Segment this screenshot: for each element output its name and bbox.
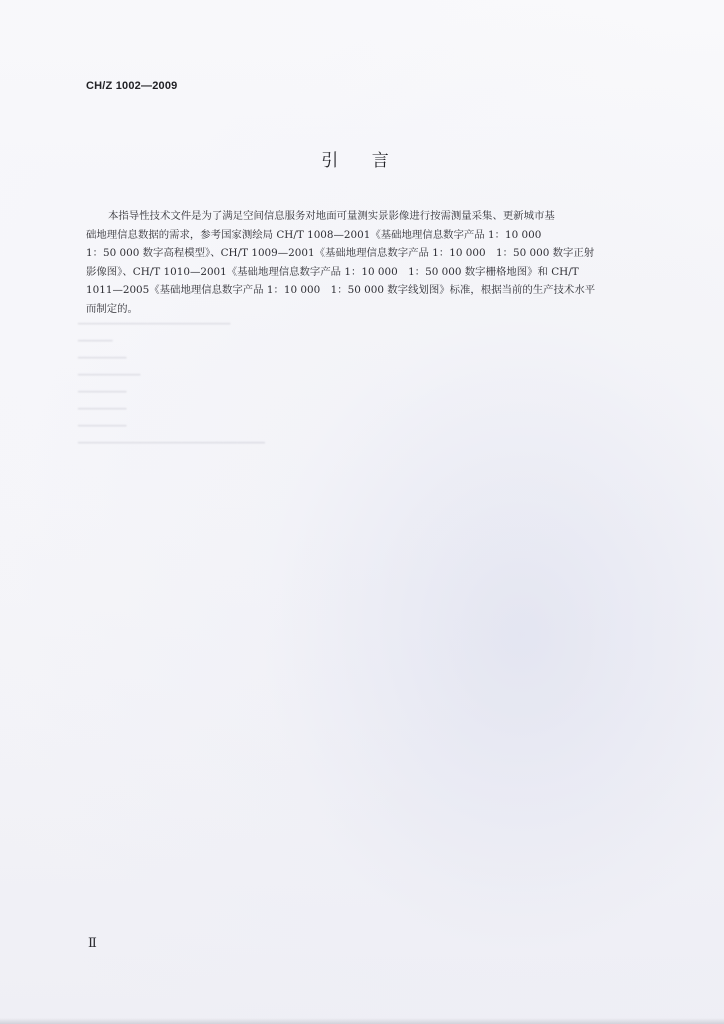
page-number: Ⅱ	[88, 935, 97, 950]
body-paragraph	[86, 207, 666, 319]
body-line: 础地理信息数据的需求，参考国家测绘局 CH/T 1008—2001《基础地理信息数字产品 1：10 000	[86, 228, 542, 241]
body-line: 1：50 000 数字高程模型》、CH/T 1009—2001《基础地理信息数字产品 1：10 000 1：50 000 数字正射	[86, 247, 595, 260]
body-line: 本指导性技术文件是为了满足空间信息服务对地面可量测实景影像进行按需测量采集、更新城市基	[108, 210, 555, 222]
body-line: 而制定的。	[86, 302, 138, 315]
body-line: 1011—2005《基础地理信息数字产品 1：10 000 1：50 000 数字线划图》标准，根据当前的生产技术水平	[86, 284, 596, 297]
bleed-through-shadow: ▁▁▁▁▁▁▁▁▁▁▁▁▁▁▁▁▁▁▁▁▁▁ ▁▁▁▁▁ ▁▁▁▁▁▁▁ ▁▁▁▁▁▁▁▁▁ ▁▁▁▁▁▁▁ ▁▁▁▁▁▁▁ ▁▁▁▁▁▁▁ ▁▁▁▁▁▁▁▁▁▁▁▁▁▁▁▁▁▁▁▁▁▁▁▁▁▁▁	[78, 315, 265, 444]
section-title: 引 言	[321, 151, 403, 171]
body-line: 影像图》、CH/T 1010—2001《基础地理信息数字产品 1：10 000 1：50 000 数字栅格地图》和 CH/T	[86, 265, 579, 278]
document-code: CH/Z 1002—2009	[86, 80, 178, 92]
